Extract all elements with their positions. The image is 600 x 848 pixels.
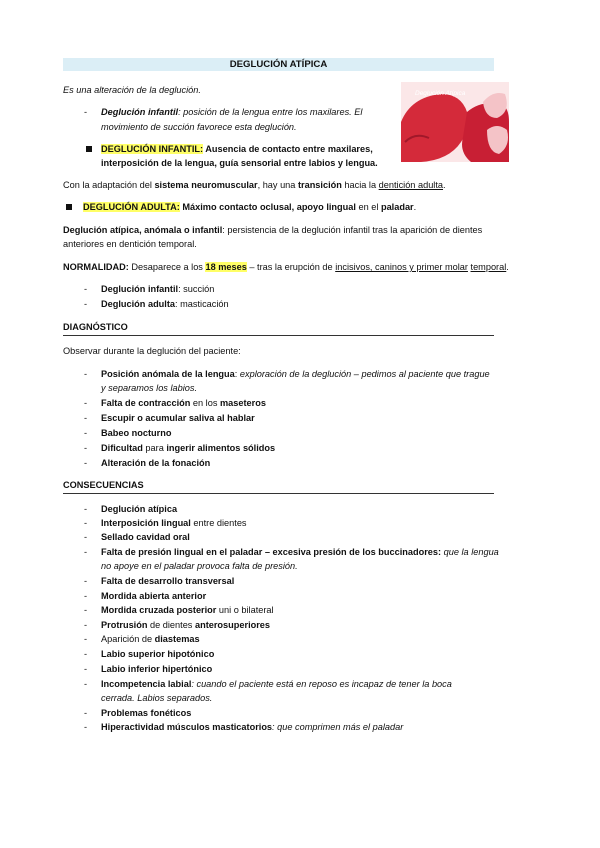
dash-marker: -	[84, 413, 88, 423]
cons-item: Mordida abierta anterior	[101, 591, 207, 601]
cons-item: Hiperactividad músculos masticatorios: que comprimen más el paladar	[101, 722, 404, 732]
consecuencias-heading: CONSECUENCIAS	[63, 480, 144, 490]
dash-marker: -	[84, 532, 88, 542]
normal-item: Deglución infantil: succión	[101, 284, 215, 294]
cons-item: Deglución atípica	[101, 504, 178, 514]
infantil-dash-line2: movimiento de succión favorece esta deglución.	[101, 122, 297, 132]
adaptacion-text: Con la adaptación del sistema neuromuscular, hay una transición hacia la dentición adulta.	[63, 180, 446, 190]
intro-text: Es una alteración de la deglución.	[63, 85, 201, 95]
cons-item: Falta de presión lingual en el paladar – excesiva presión de los buccinadores: que la lengua	[101, 547, 499, 557]
cons-item: Mordida cruzada posterior uni o bilateral	[101, 605, 274, 615]
diagnostico-intro: Observar durante la deglución del paciente:	[63, 346, 241, 356]
dash-marker: -	[84, 504, 88, 514]
cons-item: Labio superior hipotónico	[101, 649, 215, 659]
diag-item: Escupir o acumular saliva al hablar	[101, 413, 255, 423]
infantil-dash-line1	[101, 106, 362, 119]
dash-marker: -	[84, 284, 88, 294]
diag-item: Dificultad para ingerir alimentos sólidos	[101, 443, 276, 453]
dash-marker: -	[84, 649, 88, 659]
cons-item: Labio inferior hipertónico	[101, 664, 213, 674]
dash-marker: -	[84, 518, 88, 528]
dash-marker: -	[84, 708, 88, 718]
square-bullet-icon	[66, 204, 72, 210]
cons-item: Interposición lingual entre dientes	[101, 518, 247, 528]
dash-marker: -	[84, 547, 88, 557]
dash-marker: -	[84, 458, 88, 468]
cons-item: Protrusión de dientes anterosuperiores	[101, 620, 271, 630]
infantil-sq-rest: Ausencia de contacto entre maxilares,	[203, 144, 373, 154]
dash-marker: -	[84, 620, 88, 630]
infantil-dash-bold: Deglución infantil	[101, 107, 179, 117]
normal-item: Deglución adulta: masticación	[101, 299, 229, 309]
infantil-sq-line2: interposición de la lengua, guía sensorial entre labios y lengua.	[101, 158, 378, 168]
infantil-dash-rest: : posición de la lengua entre los maxilares. El	[178, 107, 363, 117]
dash-marker: -	[84, 679, 88, 689]
dash-marker: -	[84, 428, 88, 438]
normalidad-line: NORMALIDAD: Desaparece a los 18 meses – tras la erupción de incisivos, caninos y primer molar temporal.	[63, 262, 509, 272]
diagnostico-heading: DIAGNÓSTICO	[63, 322, 128, 332]
dash-marker: -	[84, 591, 88, 601]
cons-item-cont: cerrada. Labios separados.	[101, 693, 213, 703]
section-divider	[63, 493, 494, 494]
dash-marker: -	[84, 576, 88, 586]
deglucion-atipica-illustration	[401, 82, 509, 162]
cons-item: Sellado cavidad oral	[101, 532, 190, 542]
dash-marker: -	[84, 398, 88, 408]
dash-marker: -	[84, 299, 88, 309]
cons-item: Incompetencia labial: cuando el paciente está en reposo es incapaz de tener la boca	[101, 679, 452, 689]
dash-marker: -	[84, 722, 88, 732]
illustration-caption: Deglución Atípica	[415, 90, 466, 97]
diag-item: Babeo nocturno	[101, 428, 172, 438]
infantil-sq-label: DEGLUCIÓN INFANTIL:	[101, 144, 204, 154]
diag-item: Posición anómala de la lengua: exploración de la deglución – pedimos al paciente que trague	[101, 369, 490, 379]
cons-item: Aparición de diastemas	[101, 634, 200, 644]
cons-item: Falta de desarrollo transversal	[101, 576, 235, 586]
diag-item: Alteración de la fonación	[101, 458, 211, 468]
dash-marker: -	[84, 605, 88, 615]
diag-item: Falta de contracción en los maseteros	[101, 398, 266, 408]
cons-item: Problemas fonéticos	[101, 708, 192, 718]
dash-marker: -	[84, 107, 88, 117]
diag-item-cont: y separamos los labios.	[101, 383, 198, 393]
page-title: DEGLUCIÓN ATÍPICA	[229, 59, 328, 70]
cons-item-cont: no apoye en el paladar provoca falta de presión.	[101, 561, 298, 571]
dash-marker: -	[84, 634, 88, 644]
atipica-line2: anteriores en dentición temporal.	[63, 239, 197, 249]
infantil-sq-line1	[101, 143, 373, 156]
section-divider	[63, 335, 494, 336]
square-bullet-icon	[86, 146, 92, 152]
dash-marker: -	[84, 369, 88, 379]
dash-marker: -	[84, 664, 88, 674]
dash-marker: -	[84, 443, 88, 453]
adulta-sq-line: DEGLUCIÓN ADULTA: Máximo contacto oclusal, apoyo lingual en el paladar.	[83, 202, 417, 212]
atipica-line1: Deglución atípica, anómala o infantil: persistencia de la deglución infantil tras la aparición de dientes	[63, 225, 483, 235]
